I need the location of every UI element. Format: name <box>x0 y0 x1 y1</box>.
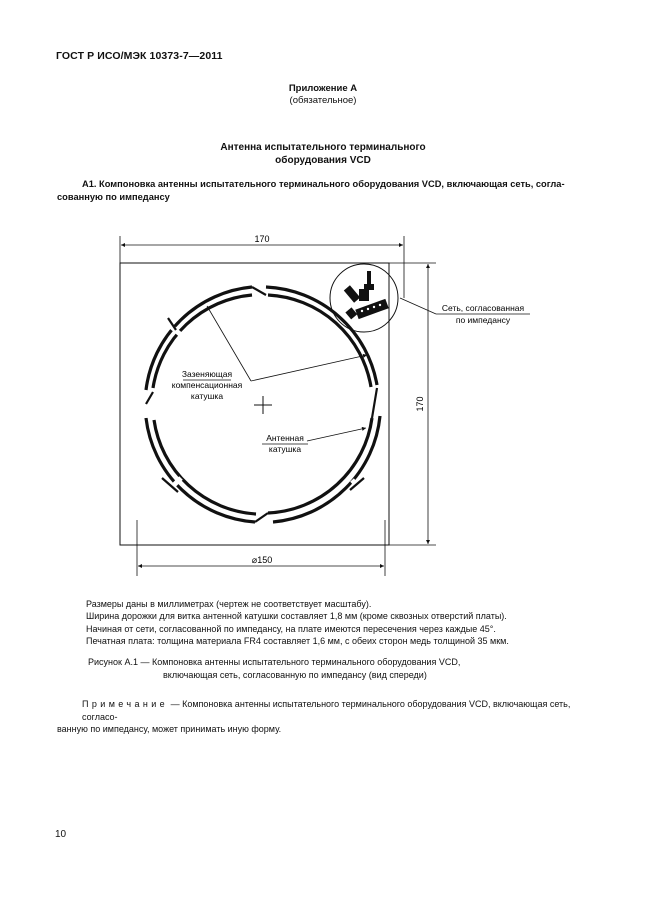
dim-height-label: 170 <box>415 396 425 412</box>
center-mark <box>254 396 272 414</box>
matching-network-components <box>344 271 389 319</box>
section-title-line1: Антенна испытательного терминального <box>220 142 426 153</box>
document-header: ГОСТ Р ИСО/МЭК 10373-7—2011 <box>56 50 223 62</box>
notes-line3: Начиная от сети, согласованной по импедансу, на плате имеются пересечения через каждые 45°. <box>86 623 496 634</box>
label-antenna-coil-line2: катушка <box>268 444 302 454</box>
notes-line1: Размеры даны в миллиметрах (чертеж не соответствует масштабу). <box>86 599 372 609</box>
appendix-title: Приложение А <box>288 83 358 94</box>
leader-network <box>400 298 436 314</box>
leader-antenna-coil <box>307 428 366 441</box>
page-number: 10 <box>55 829 67 840</box>
figure-notes <box>86 598 509 648</box>
coil-outer-arc-3 <box>146 418 255 522</box>
appendix-status: (обязательное) <box>289 95 357 106</box>
item-a1-line2: сованную по импедансу <box>57 192 170 202</box>
leader-comp-coil-2 <box>251 355 367 381</box>
item-a1-line1: А1. Компоновка антенны испытательного терминального оборудования VCD, включающая сеть, согла- <box>82 179 565 189</box>
remark-label: Примечание <box>82 699 169 709</box>
coil-outer-arc-1 <box>266 287 377 385</box>
coil-inner-arc-1 <box>268 295 371 387</box>
caption-line2: включающая сеть, согласованную по импедансу (вид спереди) <box>163 669 427 680</box>
label-network-line2: по импедансу <box>455 315 511 325</box>
remark <box>57 698 597 736</box>
figure-caption <box>88 656 460 681</box>
coil-outer-arc-2 <box>273 416 380 522</box>
label-network-line1: Сеть, согласованная <box>441 303 525 313</box>
pcb-board-outline <box>120 263 389 545</box>
label-comp-coil-line3: катушка <box>190 391 224 401</box>
label-comp-coil-line2: компенсационная <box>171 380 243 390</box>
section-title-line2: оборудования VCD <box>275 155 371 166</box>
remark-text2: ванную по импедансу, может принимать иную форму. <box>57 724 282 734</box>
caption-line1: Рисунок А.1 — Компоновка антенны испытательного терминального оборудования VCD, <box>88 657 461 667</box>
label-comp-coil-line1: Зазеняющая <box>181 369 233 379</box>
dim-width-label: 170 <box>254 234 270 244</box>
label-antenna-coil-line1: Антенная <box>266 433 304 443</box>
coil-inner-arc-3 <box>154 420 256 514</box>
notes-line4: Печатная плата: толщина материала FR4 составляет 1,6 мм, с обеих сторон медь толщиной 35 мкм. <box>86 636 509 647</box>
notes-line2: Ширина дорожки для витка антенной катушки составляет 1,8 мм (кроме сквозных отверстий платы). <box>86 611 507 622</box>
remark-text1: — Компоновка антенны испытательного терминального оборудования VCD, включающая сеть, согласо- <box>82 699 571 722</box>
dim-diameter-label: ⌀150 <box>251 555 273 565</box>
